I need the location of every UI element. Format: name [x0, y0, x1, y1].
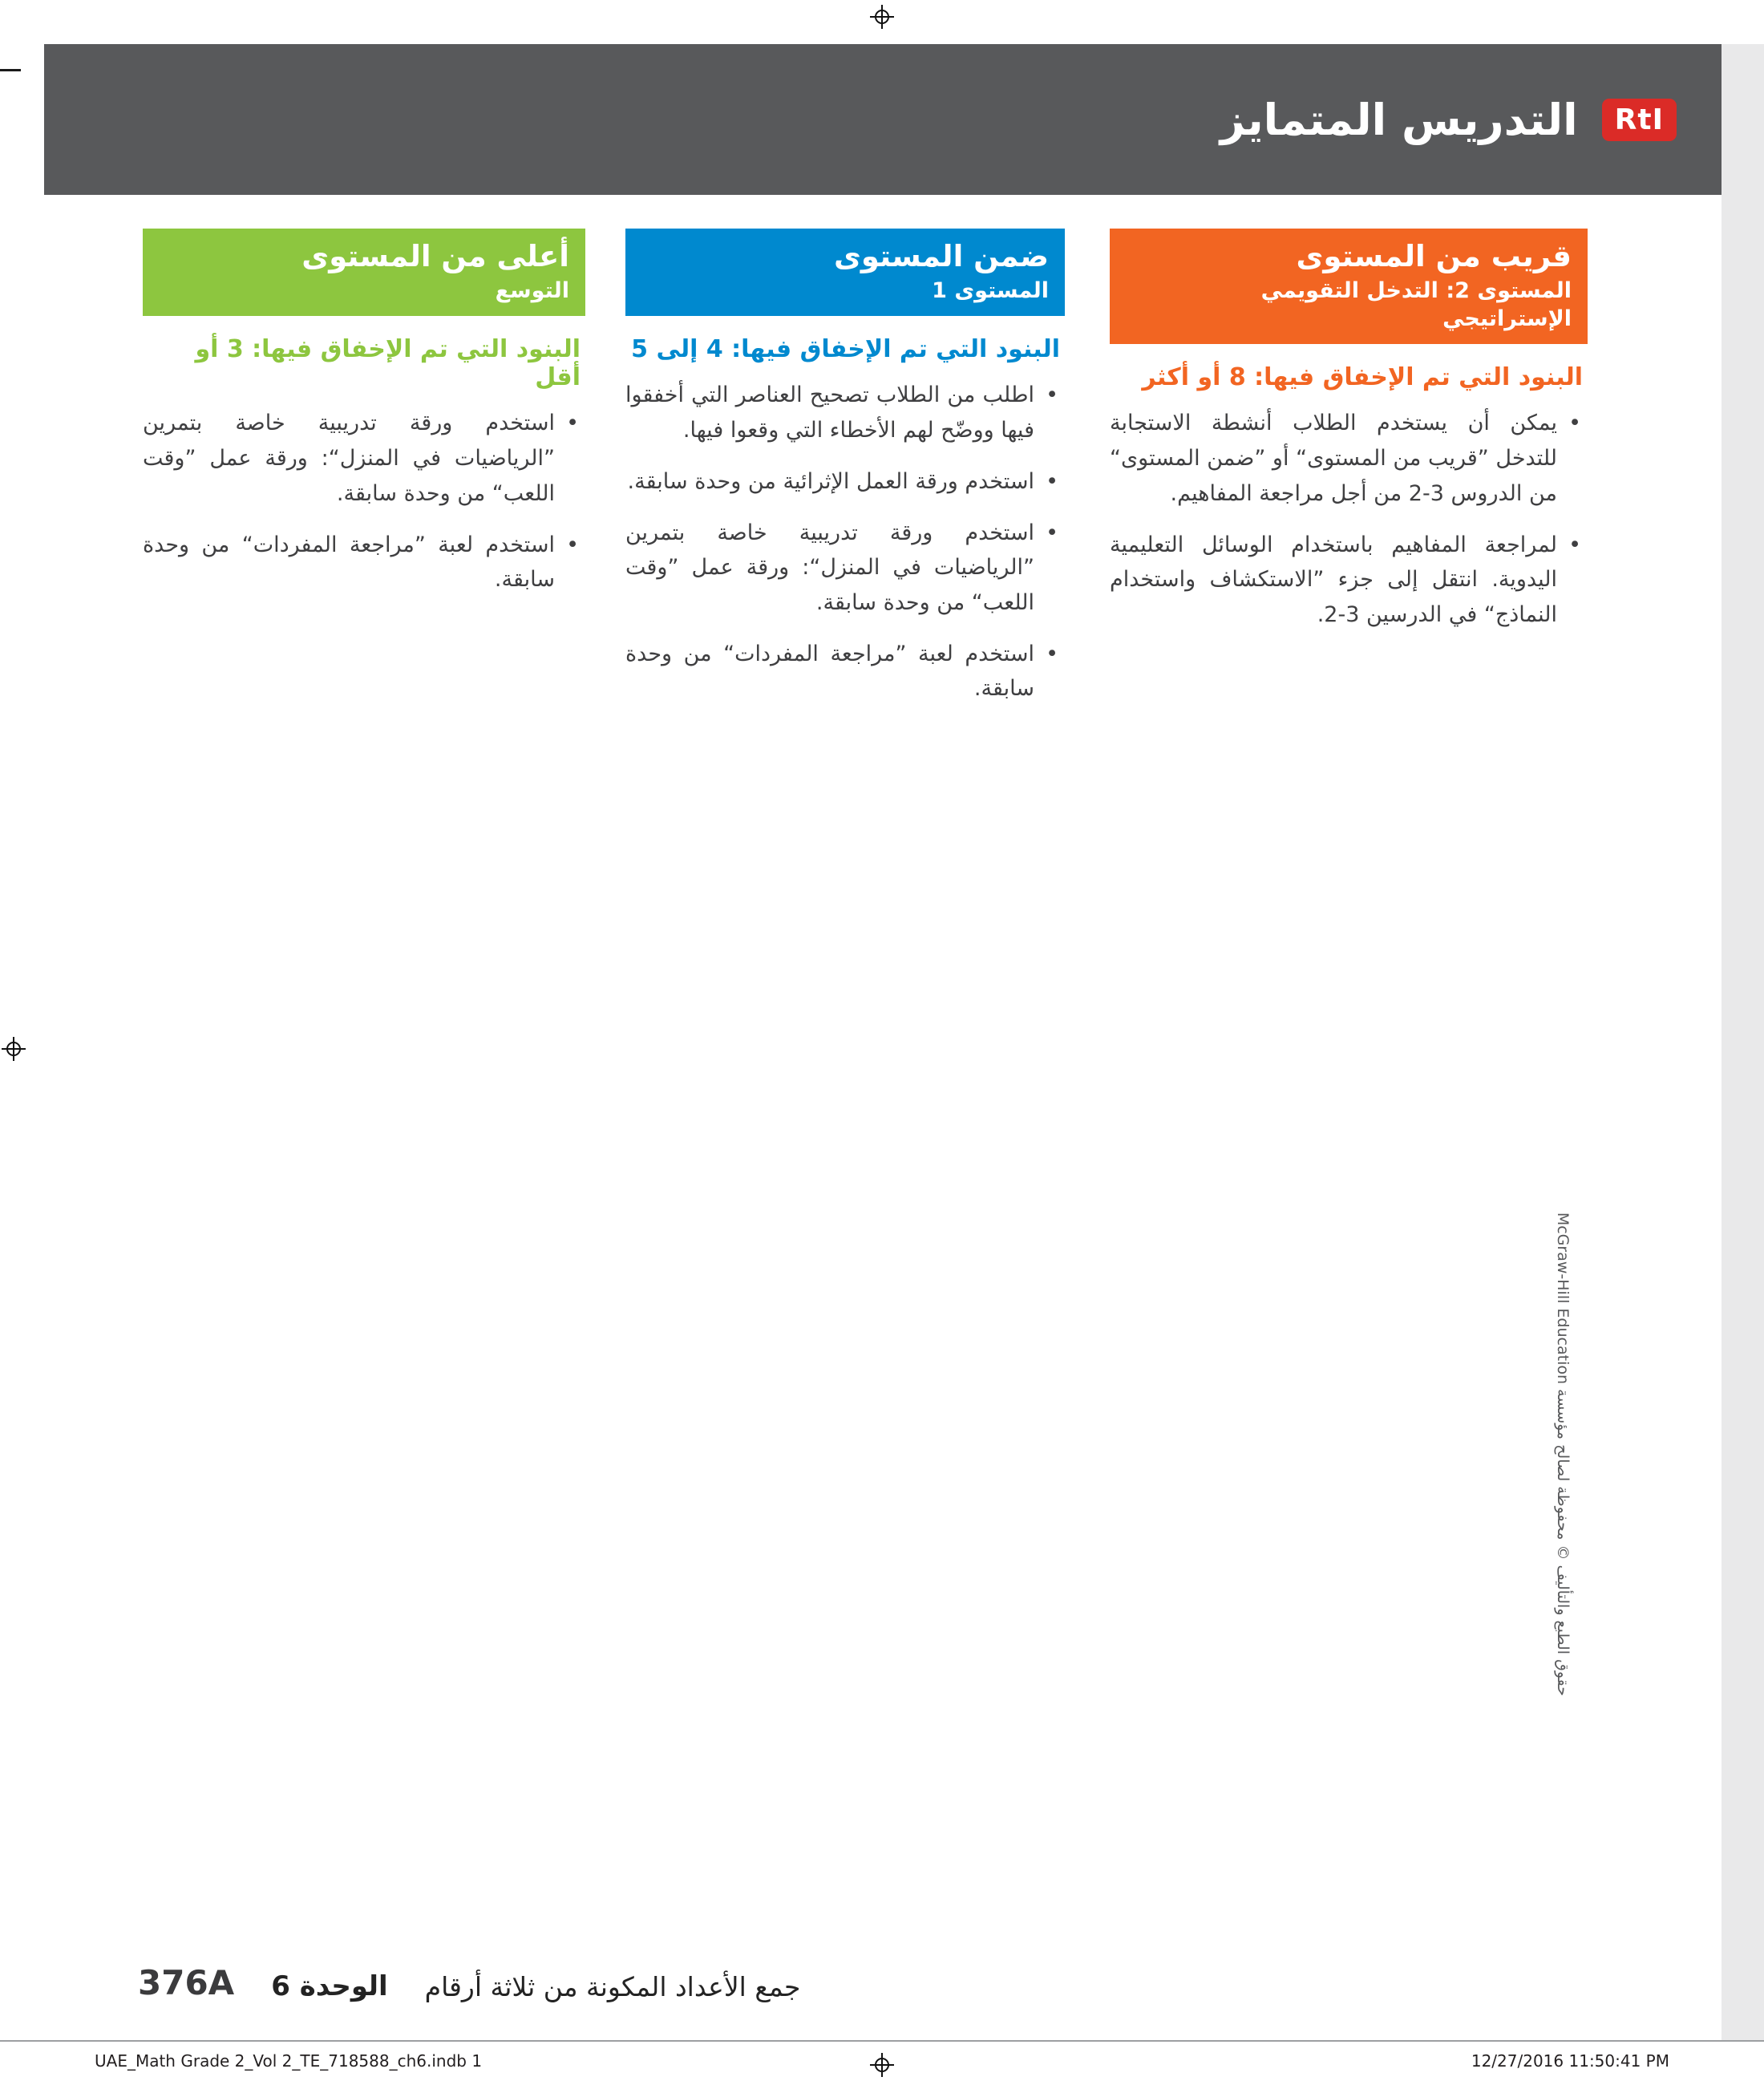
- bullet-list: [1110, 406, 1588, 632]
- print-file-info: UAE_Math Grade 2_Vol 2_TE_718588_ch6.indb 1: [95, 2051, 483, 2071]
- level-title: أعلى من المستوى: [301, 239, 569, 273]
- bullet-item: • استخدم ورقة تدريبية خاصة بتمرين ”الرياضيات في المنزل“: ورقة عمل ”وقت اللعب“ من وحدة سابقة.: [143, 406, 585, 511]
- missed-items-heading: البنود التي تم الإخفاق فيها: 4 إلى 5: [631, 335, 1060, 364]
- bullet-item: • استخدم ورقة العمل الإثرائية من وحدة سابقة.: [625, 464, 1065, 500]
- level-subtitle: المستوى 2: التدخل التقويمي الإستراتيجي: [1260, 278, 1572, 332]
- bullet-item: • استخدم لعبة ”مراجعة المفردات“ من وحدة سابقة.: [625, 637, 1065, 706]
- level-header-box: [1110, 229, 1588, 344]
- missed-items-heading: البنود التي تم الإخفاق فيها: 3 أو أقل: [195, 335, 581, 392]
- unit-footer: [138, 1963, 800, 2002]
- footer-divider: [0, 2040, 1764, 2042]
- header-bar: [44, 44, 1722, 195]
- level-subtitle: التوسع: [495, 278, 569, 304]
- unit-title: جمع الأعداد المكونة من ثلاثة أرقام: [424, 1971, 801, 2002]
- registration-mark-top-icon: [870, 5, 894, 29]
- bullet-item: • لمراجعة المفاهيم باستخدام الوسائل التعليمية اليدوية. انتقل إلى جزء ”الاستكشاف واستخدام النماذج“ في الدرسين 3-2.: [1110, 528, 1588, 633]
- crop-mark-left: [0, 69, 21, 71]
- rti-logo: RtI: [1602, 99, 1677, 141]
- copyright-sidebar: حقوق الطبع والتأليف © محفوظة لصالح مؤسسة McGraw-Hill Education: [1554, 1212, 1572, 1696]
- bullet-list: [143, 406, 585, 597]
- missed-items-heading: البنود التي تم الإخفاق فيها: 8 أو أكثر: [1142, 363, 1583, 392]
- bullet-item: • يمكن أن يستخدم الطلاب أنشطة الاستجابة للتدخل ”قريب من المستوى“ أو ”ضمن المستوى“ من الدروس 3-2 من أجل مراجعة المفاهيم.: [1110, 406, 1588, 511]
- level-header-box: [143, 229, 585, 316]
- page-edge-strip: [1722, 44, 1764, 2041]
- level-title: قريب من المستوى: [1296, 239, 1572, 273]
- column-on-level: [625, 229, 1065, 723]
- print-datetime: 12/27/2016 11:50:41 PM: [1471, 2051, 1669, 2071]
- column-beyond-level: [143, 229, 585, 613]
- level-header-box: [625, 229, 1065, 316]
- bullet-list: [625, 378, 1065, 706]
- level-title: ضمن المستوى: [834, 239, 1049, 273]
- page-number: 376A: [138, 1963, 235, 2002]
- bullet-item: • استخدم ورقة تدريبية خاصة بتمرين ”الرياضيات في المنزل“: ورقة عمل ”وقت اللعب“ من وحدة سابقة.: [625, 516, 1065, 621]
- unit-label: الوحدة 6: [271, 1970, 388, 2002]
- column-approaching-level: [1110, 229, 1588, 649]
- registration-mark-left-icon: [2, 1037, 26, 1061]
- registration-mark-bottom-icon: [870, 2053, 894, 2077]
- bullet-item: • استخدم لعبة ”مراجعة المفردات“ من وحدة سابقة.: [143, 528, 585, 597]
- bullet-item: • اطلب من الطلاب تصحيح العناصر التي أخفقوا فيها ووضّح لهم الأخطاء التي وقعوا فيها.: [625, 378, 1065, 447]
- level-subtitle: المستوى 1: [932, 278, 1049, 304]
- page-title: التدريس المتمايز: [1220, 94, 1578, 145]
